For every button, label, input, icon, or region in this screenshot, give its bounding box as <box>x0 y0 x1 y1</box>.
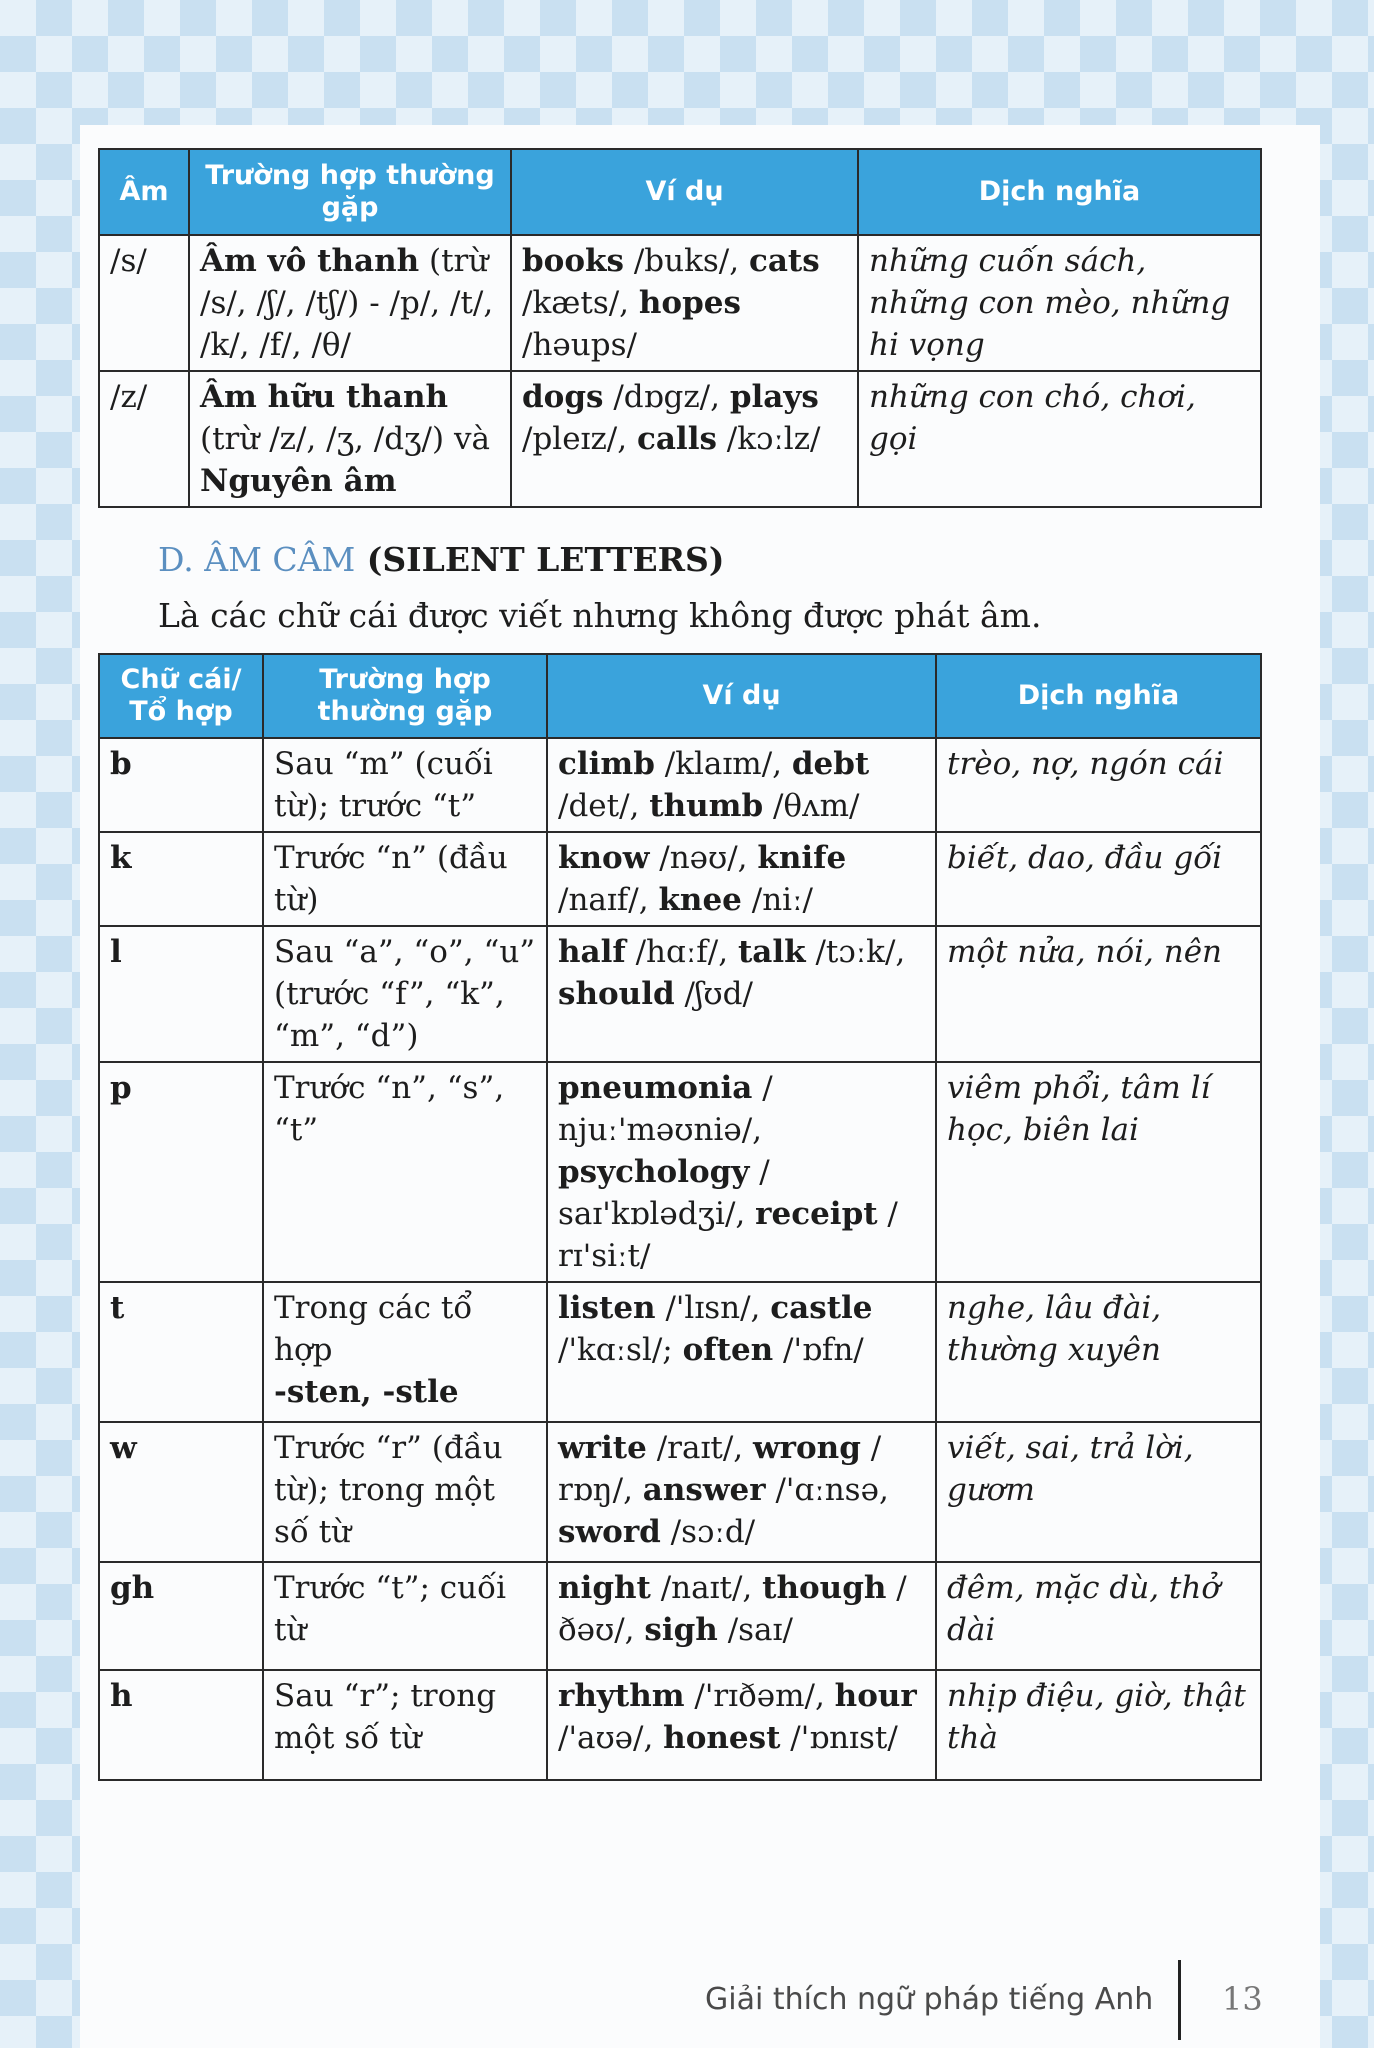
example-word: cats <box>748 243 820 279</box>
example-ipa: / rɒŋ/, <box>558 1430 882 1508</box>
meaning-cell: đêm, mặc dù, thở dài <box>936 1562 1261 1670</box>
example-ipa: /raɪt/, <box>646 1430 753 1466</box>
example-word: hopes <box>638 285 741 321</box>
case-bold: -sten, -stle <box>274 1374 459 1410</box>
example-cell <box>547 832 936 926</box>
header-meaning: Dịch nghĩa <box>936 654 1261 738</box>
example-cell <box>511 371 858 507</box>
example-word: should <box>558 976 675 1012</box>
case-bold: Nguyên âm <box>200 463 397 499</box>
case-text: Trước “r” (đầu từ); trong một số từ <box>274 1430 503 1550</box>
case-cell <box>189 235 511 371</box>
example-ipa: /saɪ/ <box>717 1612 793 1648</box>
example-ipa: / saɪ'kɒlədʒi/, <box>558 1154 770 1232</box>
example-ipa: /naɪf/, <box>558 882 659 918</box>
example-ipa: /'rɪðəm/, <box>684 1678 835 1714</box>
example-ipa: /'aʊə/, <box>558 1720 664 1756</box>
example-word: answer <box>642 1472 766 1508</box>
page-number: 13 <box>1222 1980 1263 2018</box>
example-word: thumb <box>649 788 764 824</box>
example-ipa: /'ɒfn/ <box>773 1332 864 1368</box>
example-word: hour <box>834 1678 917 1714</box>
header-letter: Chữ cái/ Tổ hợp <box>99 654 263 738</box>
letter-cell: b <box>99 738 263 832</box>
section-title: (SILENT LETTERS) <box>355 540 725 579</box>
example-word: books <box>522 243 624 279</box>
example-word: half <box>558 934 626 970</box>
header-case: Trường hợp thường gặp <box>189 149 511 235</box>
example-cell <box>547 926 936 1062</box>
table-row <box>99 1062 1261 1282</box>
example-cell <box>547 738 936 832</box>
table-row <box>99 371 1261 507</box>
footer-divider <box>1178 1960 1181 2040</box>
example-word: write <box>558 1430 647 1466</box>
example-word: receipt <box>755 1196 878 1232</box>
case-text: Trước “t”; cuối từ <box>274 1570 507 1648</box>
case-text: (trừ /z/, /ʒ, /dʒ/) và <box>200 421 490 457</box>
case-text: Sau “m” (cuối từ); trước “t” <box>274 746 493 824</box>
header-example: Ví dụ <box>511 149 858 235</box>
example-cell <box>511 235 858 371</box>
table-row <box>99 1422 1261 1562</box>
letter-cell: h <box>99 1670 263 1780</box>
example-word: castle <box>770 1290 873 1326</box>
example-word: sword <box>558 1514 661 1550</box>
case-cell <box>263 1062 547 1282</box>
footer-book-title: Giải thích ngữ pháp tiếng Anh <box>705 1982 1154 2017</box>
example-ipa: /'ɒnɪst/ <box>780 1720 898 1756</box>
example-word: night <box>558 1570 651 1606</box>
header-meaning: Dịch nghĩa <box>858 149 1261 235</box>
example-ipa: /dɒgz/, <box>603 379 730 415</box>
case-cell <box>263 926 547 1062</box>
example-ipa: /sɔːd/ <box>660 1514 756 1550</box>
sound-cell: /s/ <box>99 235 189 371</box>
example-ipa: /tɔːk/, <box>805 934 906 970</box>
table-row <box>99 832 1261 926</box>
section-heading <box>158 540 725 580</box>
meaning-cell: những cuốn sách, những con mèo, những hi vọng <box>858 235 1261 371</box>
letter-cell: t <box>99 1282 263 1422</box>
section-description: Là các chữ cái được viết nhưng không được phát âm. <box>158 596 1042 635</box>
meaning-cell: nhịp điệu, giờ, thật thà <box>936 1670 1261 1780</box>
table-row <box>99 738 1261 832</box>
case-bold: Âm hữu thanh <box>200 379 449 415</box>
example-ipa: /naɪt/, <box>650 1570 763 1606</box>
case-text: Trong các tổ hợp <box>274 1290 473 1368</box>
example-ipa: /həups/ <box>522 327 637 363</box>
case-text: Sau “a”, “o”, “u” (trước “f”, “k”, “m”, “d”) <box>274 934 536 1054</box>
example-cell <box>547 1562 936 1670</box>
example-word: dogs <box>522 379 604 415</box>
header-example: Ví dụ <box>547 654 936 738</box>
example-word: though <box>762 1570 887 1606</box>
example-ipa: /niː/ <box>741 882 813 918</box>
example-word: knee <box>658 882 742 918</box>
example-word: sigh <box>644 1612 718 1648</box>
case-text: Trước “n”, “s”, “t” <box>274 1070 505 1148</box>
example-cell <box>547 1422 936 1562</box>
table-row <box>99 1282 1261 1422</box>
example-ipa: /kɔːlz/ <box>716 421 821 457</box>
table-header-row <box>99 654 1261 738</box>
example-cell <box>547 1282 936 1422</box>
meaning-cell: những con chó, chơi, gọi <box>858 371 1261 507</box>
table-row <box>99 1670 1261 1780</box>
suffix-s-pronunciation-table <box>98 148 1262 508</box>
meaning-cell: nghe, lâu đài, thường xuyên <box>936 1282 1261 1422</box>
example-cell <box>547 1062 936 1282</box>
letter-cell: l <box>99 926 263 1062</box>
meaning-cell: biết, dao, đầu gối <box>936 832 1261 926</box>
case-text: Sau “r”; trong một số từ <box>274 1678 497 1756</box>
letter-cell: gh <box>99 1562 263 1670</box>
example-ipa: /pleɪz/, <box>522 421 637 457</box>
meaning-cell: một nửa, nói, nên <box>936 926 1261 1062</box>
example-ipa: /nəʊ/, <box>649 840 758 876</box>
example-word: debt <box>791 746 870 782</box>
example-ipa: /klaɪm/, <box>654 746 792 782</box>
example-word: knife <box>757 840 847 876</box>
section-prefix: D. ÂM CÂM <box>158 540 356 579</box>
case-cell <box>189 371 511 507</box>
letter-cell: p <box>99 1062 263 1282</box>
example-word: know <box>558 840 650 876</box>
silent-letters-table <box>98 653 1262 1781</box>
case-cell <box>263 738 547 832</box>
example-ipa: /kæts/, <box>522 285 639 321</box>
example-ipa: /ðəʊ/, <box>558 1570 907 1648</box>
example-ipa: /'ɑːnsə, <box>765 1472 889 1508</box>
case-cell <box>263 1422 547 1562</box>
example-ipa: /θʌm/ <box>763 788 860 824</box>
example-word: climb <box>558 746 655 782</box>
header-sound: Âm <box>99 149 189 235</box>
example-word: psychology <box>558 1154 750 1190</box>
example-word: often <box>682 1332 774 1368</box>
example-ipa: /det/, <box>558 788 650 824</box>
example-word: calls <box>636 421 717 457</box>
example-ipa: / njuː'məʊniə/, <box>558 1070 773 1148</box>
case-cell <box>263 1282 547 1422</box>
example-ipa: /hɑːf/, <box>625 934 738 970</box>
example-ipa: /'lɪsn/, <box>655 1290 771 1326</box>
table-header-row <box>99 149 1261 235</box>
example-ipa: /ʃʊd/ <box>674 976 753 1012</box>
example-ipa: /'kɑːsl/; <box>558 1332 683 1368</box>
example-word: wrong <box>752 1430 861 1466</box>
meaning-cell: viêm phổi, tâm lí học, biên lai <box>936 1062 1261 1282</box>
example-word: rhythm <box>558 1678 685 1714</box>
example-word: honest <box>663 1720 781 1756</box>
case-cell <box>263 1562 547 1670</box>
example-word: plays <box>729 379 819 415</box>
case-cell <box>263 832 547 926</box>
case-text: Trước “n” (đầu từ) <box>274 840 508 918</box>
table-row <box>99 235 1261 371</box>
case-text: (trừ /s/, /ʃ/, /tʃ/) - /p/, /t/, /k/, /f/, /θ/ <box>200 243 494 363</box>
example-ipa: /buks/, <box>623 243 749 279</box>
meaning-cell: trèo, nợ, ngón cái <box>936 738 1261 832</box>
example-word: talk <box>737 934 806 970</box>
example-cell <box>547 1670 936 1780</box>
table-row <box>99 926 1261 1062</box>
case-bold: Âm vô thanh <box>200 243 420 279</box>
header-case: Trường hợp thường gặp <box>263 654 547 738</box>
meaning-cell: viết, sai, trả lời, gươm <box>936 1422 1261 1562</box>
example-word: listen <box>558 1290 656 1326</box>
table-row <box>99 1562 1261 1670</box>
letter-cell: w <box>99 1422 263 1562</box>
case-cell <box>263 1670 547 1780</box>
example-word: pneumonia <box>558 1070 753 1106</box>
letter-cell: k <box>99 832 263 926</box>
sound-cell: /z/ <box>99 371 189 507</box>
example-ipa: / rɪ'siːt/ <box>558 1196 898 1274</box>
